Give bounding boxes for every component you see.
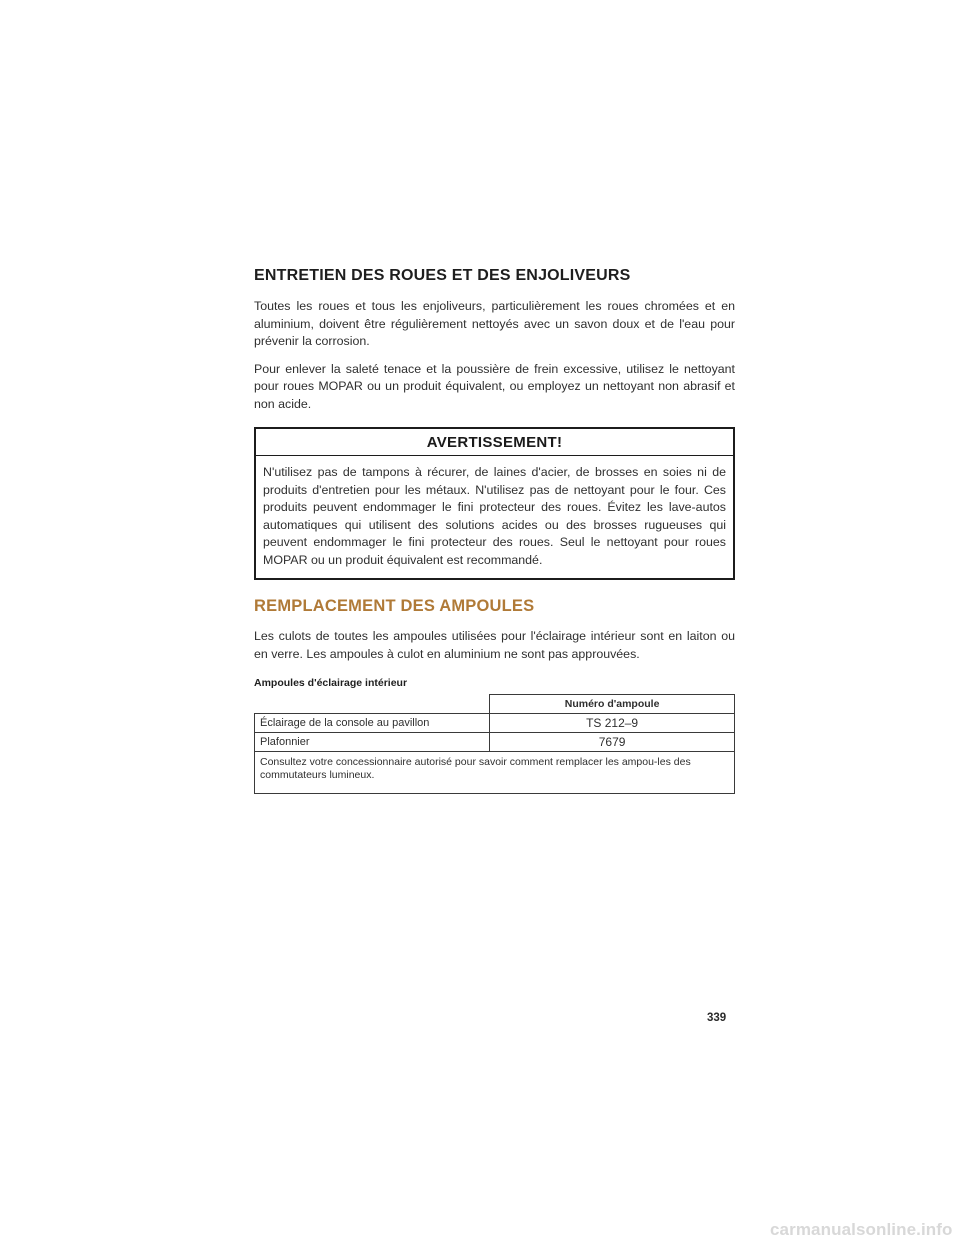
section-title-bulb-replacement: REMPLACEMENT DES AMPOULES [254, 597, 535, 615]
table-note-row [255, 752, 735, 794]
warning-title: AVERTISSEMENT! [256, 429, 733, 456]
table-cell-label: Éclairage de la console au pavillon [255, 714, 490, 733]
table-row [255, 714, 735, 733]
table-cell-value: 7679 [490, 733, 735, 752]
warning-text: N'utilisez pas de tampons à récurer, de laines d'acier, de brosses en soies ni de produits d'entretien pour les métaux. N'utilisez pas de nettoyant pour le four. Ces produits peuvent endommager le fini protecteur des roues. Évitez les lave-autos automatiques qui utilisent des solutions acides ou des brosses rugueuses qui peuvent endommager le fini protecteur des roues. Seul le nettoyant pour roues MOPAR ou un produit équivalent est recommandé. [263, 465, 726, 567]
table-caption: Ampoules d'éclairage intérieur [254, 677, 408, 689]
table-header-bulb-number: Numéro d'ampoule [490, 695, 735, 714]
paragraph-wheel-care-2: Pour enlever la saleté tenace et la poussière de frein excessive, utilisez le nettoyant pour roues MOPAR ou un produit équivalent, ou employez un nettoyant non abrasif et non acide. [254, 361, 735, 411]
paragraph-wheel-care-1: Toutes les roues et tous les enjoliveurs, particulièrement les roues chromées et en aluminium, doivent être régulièrement nettoyés avec un savon doux et de l'eau pour prévenir la corrosion. [254, 299, 735, 348]
table-header-empty [255, 695, 490, 714]
section-title-wheel-care: ENTRETIEN DES ROUES ET DES ENJOLIVEURS [254, 267, 631, 284]
table-row [255, 733, 735, 752]
table-cell-value: TS 212–9 [490, 714, 735, 733]
warning-box [254, 427, 735, 580]
page-content [254, 266, 735, 794]
paragraph-bulb-replacement: Les culots de toutes les ampoules utilisées pour l'éclairage intérieur sont en laiton ou en verre. Les ampoules à culot en aluminium ne sont pas approuvées. [254, 629, 735, 661]
table-cell-label: Plafonnier [255, 733, 490, 752]
bulb-table [254, 694, 735, 794]
table-note: Consultez votre concessionnaire autorisé pour savoir comment remplacer les ampou-les des commutateurs lumineux. [255, 752, 735, 794]
table-header-row [255, 695, 735, 714]
watermark: carmanualsonline.info [770, 1220, 953, 1239]
page-number: 339 [707, 1012, 727, 1024]
